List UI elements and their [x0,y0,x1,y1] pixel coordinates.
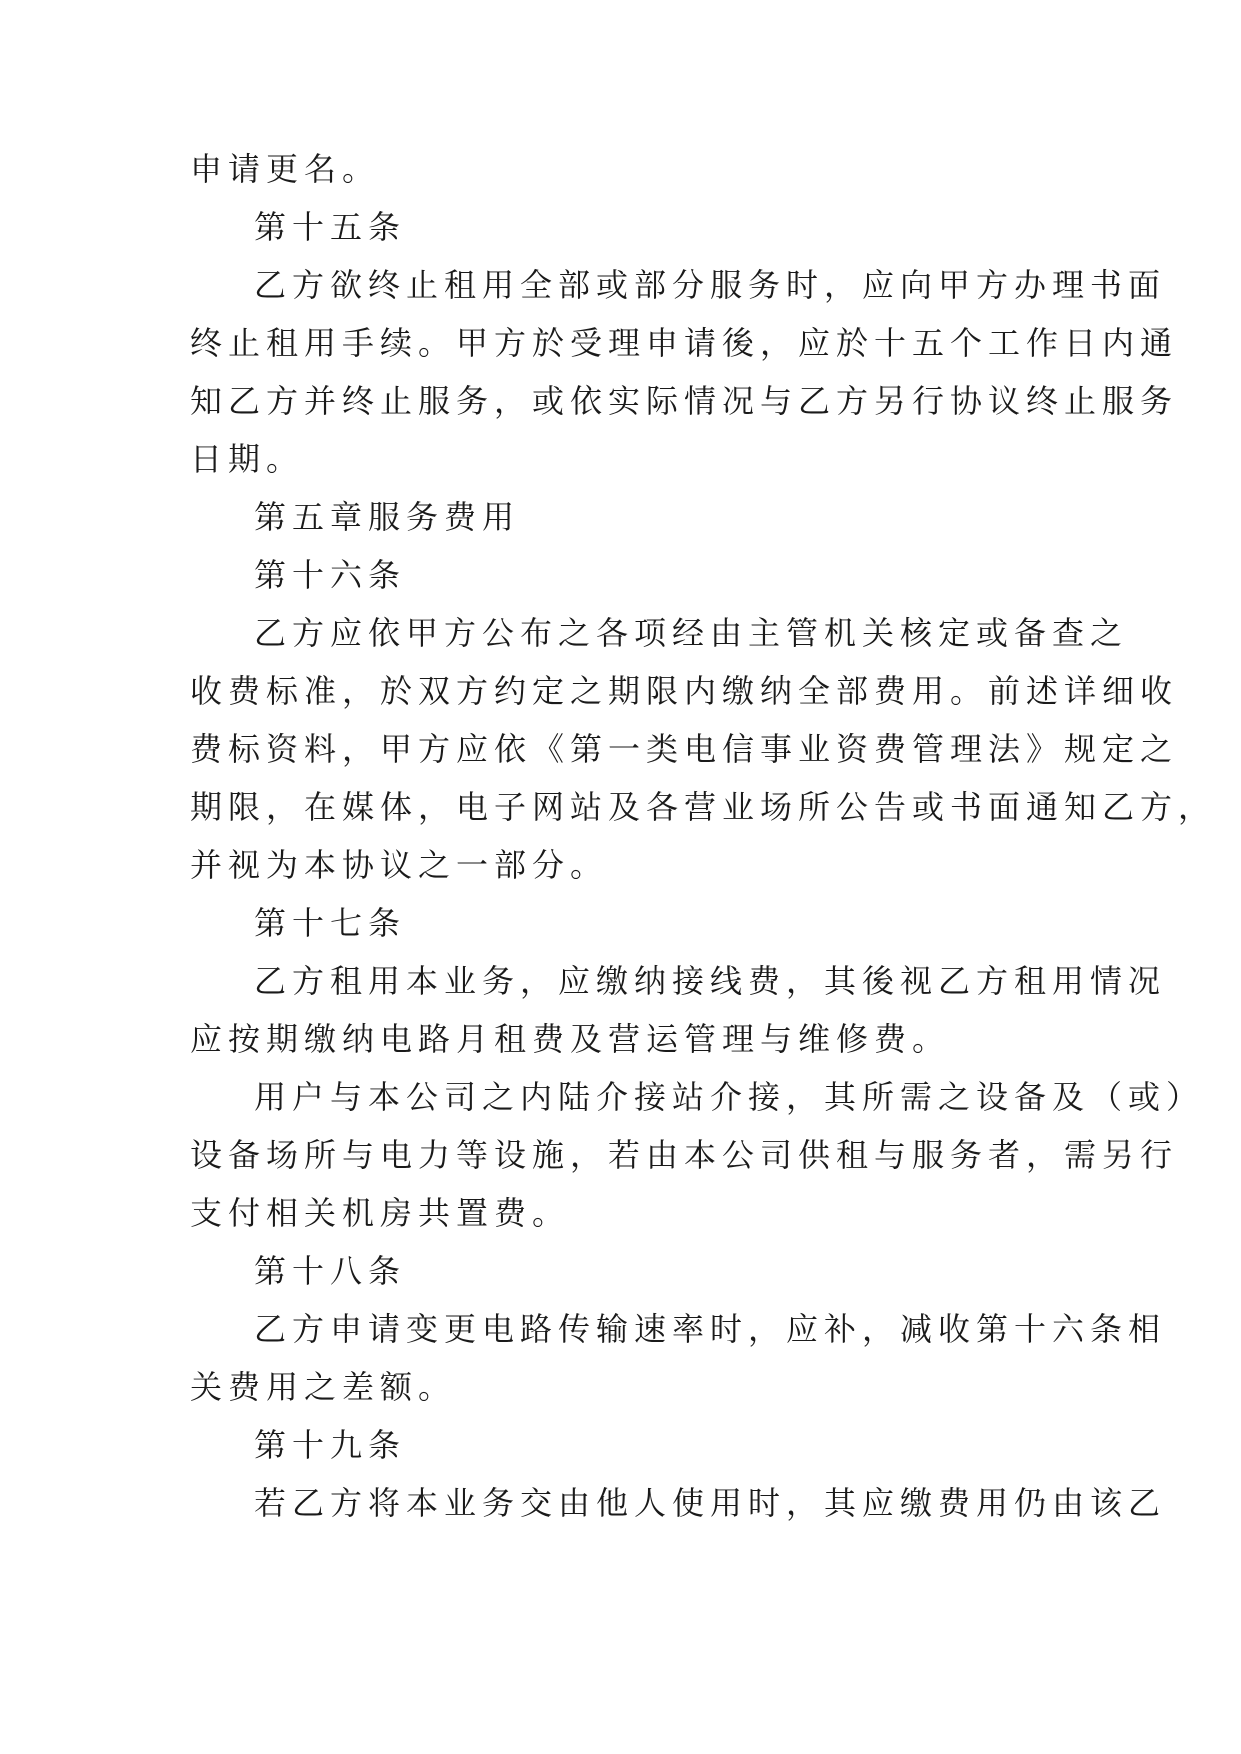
text-line: 乙方申请变更电路传输速率时，应补，减收第十六条相 [254,1310,1167,1348]
article-heading: 第十八条 [254,1252,407,1290]
text-line: 收费标准，於双方约定之期限内缴纳全部费用。前述详细收 [190,672,1179,710]
text-line: 知乙方并终止服务，或依实际情况与乙方另行协议终止服务 [190,382,1179,420]
text-line: 用户与本公司之内陆介接站介接，其所需之设备及（或） [254,1078,1205,1116]
text-line: 应按期缴纳电路月租费及营运管理与维修费。 [190,1020,951,1058]
text-line: 乙方欲终止租用全部或部分服务时，应向甲方办理书面 [254,266,1167,304]
text-line: 终止租用手续。甲方於受理申请後，应於十五个工作日内通 [190,324,1179,362]
text-line: 乙方应依甲方公布之各项经由主管机关核定或备查之 [254,614,1129,652]
chapter-heading: 第五章服务费用 [254,498,521,536]
text-line: 支付相关机房共置费。 [190,1194,571,1232]
document-page [190,140,1217,1532]
text-line: 费标资料，甲方应依《第一类电信事业资费管理法》规定之 [190,730,1179,768]
text-line: 申请更名。 [190,150,381,188]
text-line: 乙方租用本业务，应缴纳接线费，其後视乙方租用情况 [254,962,1167,1000]
article-heading: 第十五条 [254,208,407,246]
text-line: 期限，在媒体，电子网站及各营业场所公告或书面通知乙方， [190,788,1217,826]
article-heading: 第十六条 [254,556,407,594]
text-line: 关费用之差额。 [190,1368,457,1406]
text-line: 日期。 [190,440,305,478]
text-line: 若乙方将本业务交由他人使用时，其应缴费用仍由该乙 [254,1484,1167,1522]
article-heading: 第十九条 [254,1426,407,1464]
article-heading: 第十七条 [254,904,407,942]
text-line: 并视为本协议之一部分。 [190,846,609,884]
text-line: 设备场所与电力等设施，若由本公司供租与服务者，需另行 [190,1136,1179,1174]
